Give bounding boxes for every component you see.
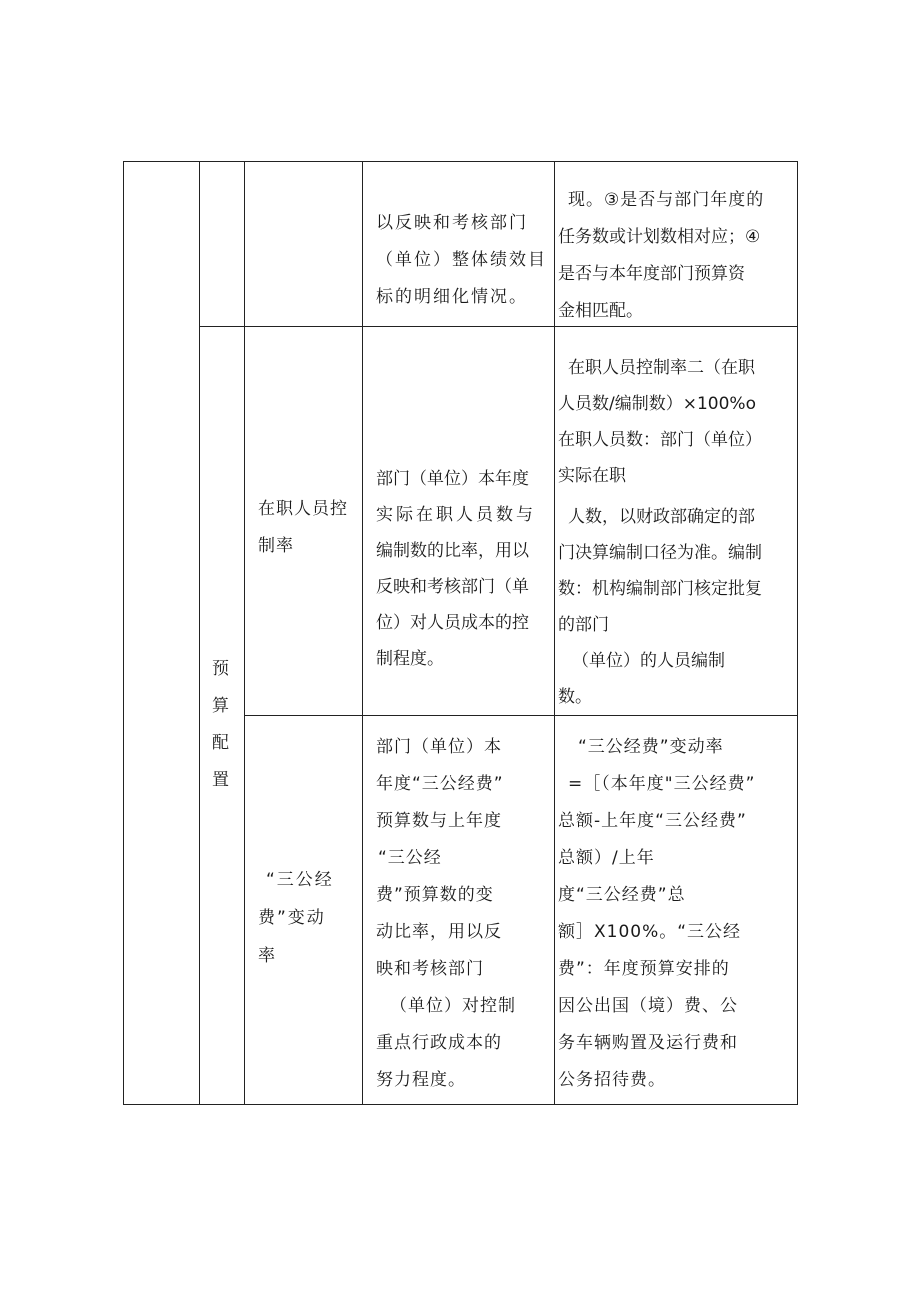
row2-formula [558,350,762,715]
text-line: 部门（单位）本 [376,737,502,757]
text-line: 制程度。 [376,649,444,669]
text-line: 门决算编制口径为准。编制 [558,543,762,563]
text-line: 费”预算数的变 [376,885,494,905]
row3-description [376,729,516,1099]
text-line: 因公出国（境）费、公 [558,996,738,1016]
text-line: “三公经 [266,870,334,890]
text-line: “三公经费”变动率 [578,737,724,757]
table-border-right [797,161,798,1105]
row3-formula [558,729,755,1099]
text-line: 在职人员数：部门（单位） [558,430,762,450]
text-line: 度“三公经费”总 [558,885,686,905]
text-line: 动比率，用以反 [376,922,502,942]
text-line: 反映和考核部门（单 [376,577,529,597]
table-border-top [123,161,798,162]
text-line: 标的明细化情况。 [376,287,528,307]
text-line: 努力程度。 [376,1070,466,1090]
text-line: 务车辆购置及运行费和 [558,1033,738,1053]
text-line: 实际在职 [558,466,626,486]
row1-description [376,205,552,316]
category-char: 算 [212,696,229,716]
text-line: 费”变动 [258,908,326,928]
table-border-left [123,161,124,1105]
column-divider [244,161,245,1105]
table-border-bottom [123,1104,798,1105]
text-line: 任务数或计划数相对应；④ [558,227,761,247]
text-line: 制率 [258,536,294,556]
text-line: 的部门 [558,615,609,635]
column-divider [362,161,363,1105]
text-line: 是否与本年度部门预算资 [558,264,745,284]
text-line: 在职人员控制率二（在职 [568,358,755,378]
text-line: 率 [258,946,277,966]
text-line: 数：机构编制部门核定批复 [558,579,762,599]
text-line: （单位）对控制 [390,996,516,1016]
column-divider [199,161,200,1105]
text-line: （单位）的人员编制 [572,651,725,671]
text-line: （单位）整体绩效目 [376,250,547,270]
text-line: 总额-上年度“三公经费” [558,811,747,831]
category-char: 配 [212,733,229,753]
text-line: 部门（单位）本年度 [376,469,529,489]
category-label [212,651,229,799]
text-line: 年度“三公经费” [376,774,504,794]
text-line: 位）对人员成本的控 [376,613,529,633]
text-line: =［（本年度"三公经费” [568,774,756,794]
category-char: 置 [212,770,229,790]
text-line: 人员数/编制数）×100%o [558,394,756,414]
category-char: 预 [212,659,229,679]
text-line: 数。 [558,687,592,707]
text-line: 金相匹配。 [558,301,643,321]
text-line: 预算数与上年度 [376,811,502,831]
text-line: 额］X100%。“三公经 [558,922,742,942]
text-line: 在职人员控 [258,499,348,519]
text-line: 实际在职人员数与 [376,505,536,525]
indicator-name-staff-control [258,491,348,565]
row2-description [376,461,536,677]
text-line: 总额）/上年 [558,848,655,868]
row1-formula [558,182,796,330]
indicator-name-three-public-expenses [258,861,334,975]
row-divider [244,715,798,716]
text-line: 公务招待费。 [558,1070,666,1090]
text-line: 编制数的比率，用以 [376,541,529,561]
text-line: 现。③是否与部门年度的 [568,190,765,210]
text-line: 映和考核部门 [376,959,484,979]
text-line: 重点行政成本的 [376,1033,502,1053]
text-line: “三公经 [378,848,442,868]
column-divider [554,161,555,1105]
text-line: 以反映和考核部门 [376,213,528,233]
text-line: 费”：年度预算安排的 [558,959,730,979]
text-line: 人数，以财政部确定的部 [568,507,755,527]
